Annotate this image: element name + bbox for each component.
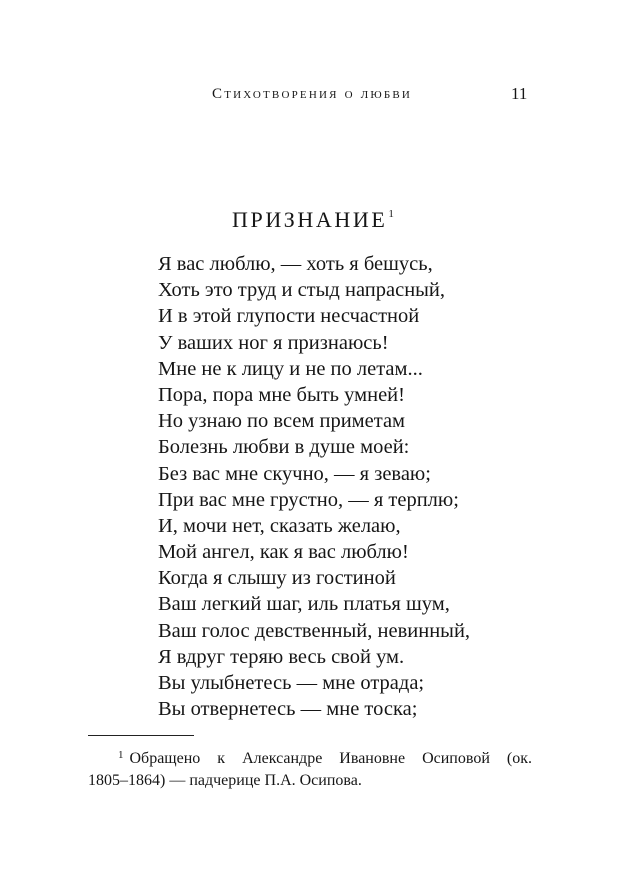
poem-title-text: ПРИЗНАНИЕ — [232, 207, 388, 232]
footnote-reference: 1 — [388, 208, 394, 220]
poem-line: И в этой глупости несчастной — [158, 305, 420, 328]
poem-line: Ваш легкий шаг, иль платья шум, — [158, 593, 450, 616]
poem-title — [232, 207, 394, 233]
poem-line: Без вас мне скучно, — я зеваю; — [158, 462, 431, 485]
footnote-text-2: 1805–1864) — падчерице П.А. Осипова. — [88, 772, 362, 789]
running-head-title: Стихотворения о любви — [212, 86, 413, 102]
poem-line: Ваш голос девственный, невинный, — [158, 619, 471, 642]
poem-line: Я вас люблю, — хоть я бешусь, — [158, 253, 433, 275]
poem-line: У ваших ног я признаюсь! — [158, 331, 389, 354]
poem-line: Хоть это труд и стыд напрасный, — [158, 279, 446, 302]
footnote-text-1: Обращено к Александре Ивановне Осиповой (ок. — [129, 750, 532, 767]
footnote-line-1 — [88, 744, 532, 770]
poem-body — [158, 251, 470, 722]
poem-line: Вы отвернетесь — мне тоска; — [158, 698, 418, 721]
footnote-divider — [88, 735, 194, 736]
poem-line: Мне не к лицу и не по летам... — [158, 357, 423, 380]
page-number: 11 — [511, 84, 528, 103]
poem-line: Болезнь любви в душе моей: — [158, 436, 410, 459]
poem-line: Но узнаю по всем приметам — [158, 410, 406, 433]
poem-line: Мой ангел, как я вас люблю! — [158, 541, 409, 564]
poem-line: Я вдруг теряю весь свой ум. — [158, 645, 405, 668]
poem-line: При вас мне грустно, — я терплю; — [158, 488, 459, 511]
footnote-marker: 1 — [118, 749, 124, 761]
poem-line: Когда я слышу из гостиной — [158, 567, 396, 590]
poem-line: Пора, пора мне быть умней! — [158, 383, 405, 406]
footnote — [88, 744, 532, 792]
poem-line: И, мочи нет, сказать желаю, — [158, 514, 401, 537]
poem-line: Вы улыбнетесь — мне отрада; — [158, 672, 425, 694]
